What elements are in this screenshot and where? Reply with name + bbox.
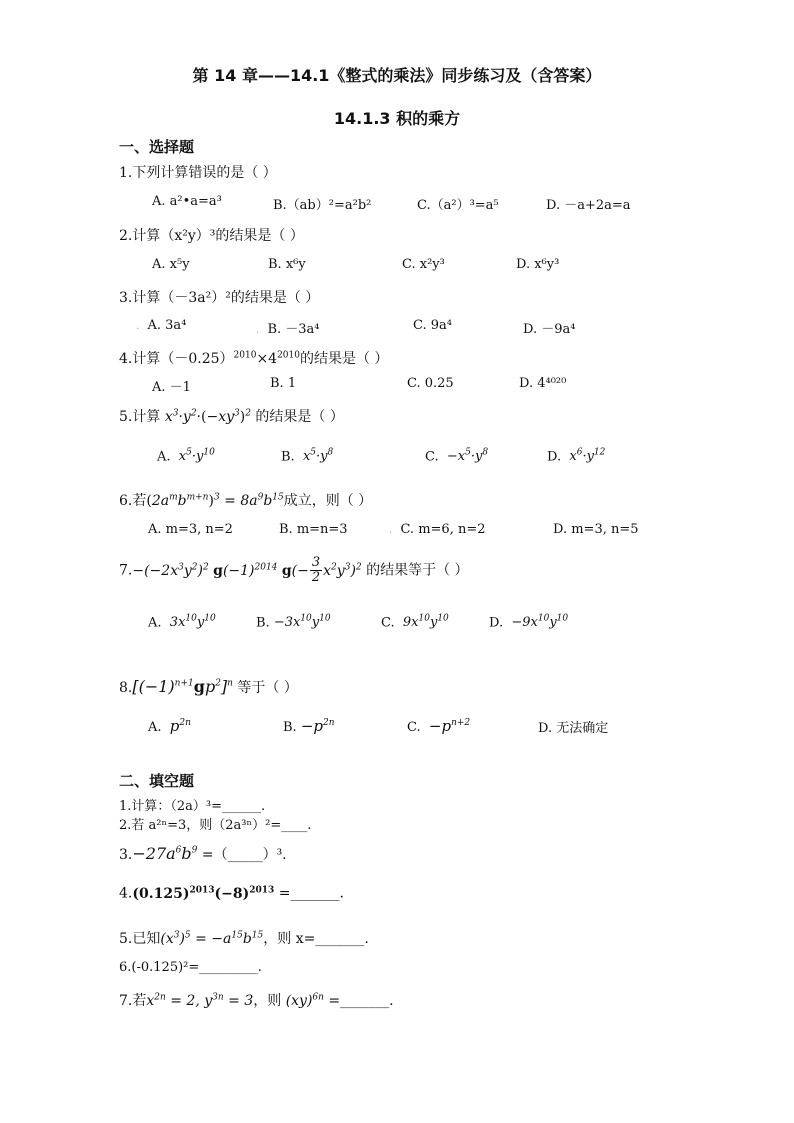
question-3-option-b: . B. －3a⁴ <box>256 322 320 337</box>
question-4-option-b: B. 1 <box>270 376 297 391</box>
question-8-option-c: C. $-p^{n+2}$ <box>407 717 471 735</box>
question-1-option-c: C.（a²）³=a⁵ <box>417 198 499 213</box>
question-8-expression: $[(-1)^{n+1}gp^2]^n$ <box>132 677 233 696</box>
question-1-option-b: B.（ab）²=a²b² <box>273 198 372 213</box>
question-5-option-d: D. $x^6\cdot y^{12}$ <box>547 448 606 465</box>
fill-4: $4.(0.125)^{2013}(-8)^{2013}$ =_______. <box>119 885 344 902</box>
question-7-expression: $-(-2x^3y^2)^2$ $g(-1)^{2014}$ g(− $\frac{3}{2}$ $x^2y^3)^2$ <box>132 555 362 585</box>
question-4-stem: 4.计算$(-0.25)^{2010}\times 4^{2010}$的结果是（ ） <box>119 350 389 367</box>
question-4-option-c: C. 0.25 <box>407 376 454 391</box>
question-6-option-b: B. m=n=3 <box>279 522 348 537</box>
fill-1: 1.计算：（2a）³=______. <box>119 799 266 814</box>
question-2-stem-post: ³的结果是（ ） <box>209 228 304 244</box>
question-2-option-b: B. x⁶y <box>268 257 306 272</box>
question-2-stem <box>119 225 304 245</box>
question-1-option-d: D. －a+2a=a <box>546 198 631 213</box>
question-1-stem: 1.下列计算错误的是（ ） <box>119 165 277 181</box>
question-7-option-c: C. $9x^{10}y^{10}$ <box>381 614 449 631</box>
question-2-option-a: A. x⁵y <box>152 257 190 272</box>
question-6-option-a: A. m=3, n=2 <box>148 522 233 537</box>
fill-6: 6.(-0.125)²=_________. <box>119 960 262 975</box>
fill-7: 7.若$x^{2n} = 2$, $y^{3n} = 3$，则 (xy)$^{6n}$ =_______. <box>119 992 394 1009</box>
question-6-expression: $(2a^mb^{m+n})^3 = 8a^9b^{15}$ <box>146 492 284 509</box>
question-2-option-d: D. x⁶y³ <box>516 257 560 272</box>
question-6-stem: 6.若$(2a^mb^{m+n})^3 = 8a^9b^{15}$成立，则（ ） <box>119 492 373 509</box>
document-subtitle: 14.1.3 积的乘方 <box>333 109 461 128</box>
question-7-option-b: B. $-3x^{10}y^{10}$ <box>256 614 331 631</box>
question-4-option-a: A. －1 <box>152 380 191 395</box>
question-8-option-a: A. $p^{2n}$ <box>148 717 191 735</box>
question-7-option-d: D. $-9x^{10}y^{10}$ <box>489 614 569 631</box>
section-fill-heading: 二、填空题 <box>119 772 195 790</box>
question-5-option-b: B. $x^5\cdot y^8$ <box>281 448 334 465</box>
question-5-option-c: C. $-x^5\cdot y^8$ <box>425 448 489 465</box>
question-6-option-c: . C. m=6, n=2 <box>389 522 486 537</box>
fill-2: 2.若 a²ⁿ=3，则（2a³ⁿ）²=____. <box>119 818 312 833</box>
question-7-stem: $7.-(-2x^3y^2)^2$ $g(-1)^{2014}$ g(− $\frac{3}{2}$ $x^2y^3)^2$ 的结果等于（ ） <box>119 555 469 585</box>
question-2-option-c: C. x²y³ <box>402 257 445 272</box>
question-7-option-a: A. $3x^{10}y^{10}$ <box>148 614 216 631</box>
question-4-option-d: D. 4⁴⁰²⁰ <box>519 376 567 391</box>
question-2-stem-pre: 2.计算（x²y） <box>119 228 210 244</box>
question-5-stem: 5.计算 $x^3\cdot y^2\cdot(-xy^3)^2$ 的结果是（ ） <box>119 408 344 425</box>
question-3-option-a: . A. 3a⁴ <box>136 318 187 333</box>
question-8-option-d: D. 无法确定 <box>538 721 609 736</box>
question-6-option-d: D. m=3, n=5 <box>553 522 639 537</box>
document-title: 第 14 章——14.1《整式的乘法》同步练习及（含答案） <box>192 66 602 85</box>
question-5-expression: $x^3\cdot y^2\cdot(-xy^3)^2$ <box>164 408 251 425</box>
section-choice-heading: 一、选择题 <box>119 138 195 156</box>
question-3-option-d: D. －9a⁴ <box>523 322 576 337</box>
question-8-option-b: B. $-p^{2n}$ <box>283 717 335 735</box>
question-8-stem: $8.[(-1)^{n+1}gp^2]^n$ 等于（ ） <box>119 677 298 696</box>
fill-5: 5.已知$(x^3)^5 = -a^{15}b^{15}$，则 x=_______. <box>119 930 369 947</box>
question-3-option-c: C. 9a⁴ <box>413 318 452 333</box>
question-5-option-a: A. $x^5\cdot y^{10}$ <box>157 448 215 465</box>
fill-3: $3.-27a^6b^9$ =（_____）³. <box>119 844 287 863</box>
question-1-option-a: A. a²•a=a³ <box>152 194 222 209</box>
question-3-stem: 3.计算（－3a²）²的结果是（ ） <box>119 290 320 306</box>
